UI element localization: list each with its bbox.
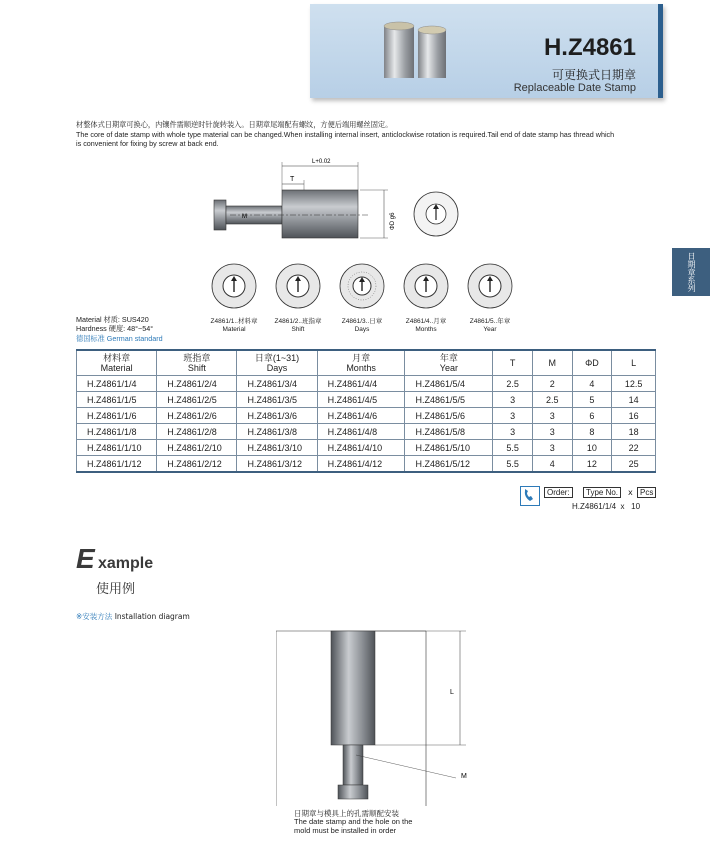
col-header-m: M	[532, 350, 572, 376]
table-cell: 3	[532, 440, 572, 456]
example-title: xample	[98, 555, 154, 572]
col-header-shift: 班指章 Shift	[157, 350, 237, 376]
table-cell: H.Z4861/3/5	[237, 392, 317, 408]
product-code: H.Z4861	[543, 34, 636, 61]
header-banner	[310, 4, 663, 98]
table-cell: 6	[572, 408, 612, 424]
table-cell: H.Z4861/4/10	[317, 440, 405, 456]
table-cell: H.Z4861/2/6	[157, 408, 237, 424]
phone-icon	[520, 486, 540, 506]
table-cell: 4	[532, 456, 572, 473]
spec-standard: 德国标准 German standard	[76, 334, 163, 343]
table-cell: 3	[532, 408, 572, 424]
col-header-t: T	[493, 350, 533, 376]
table-cell: H.Z4861/4/6	[317, 408, 405, 424]
table-cell: H.Z4861/3/8	[237, 424, 317, 440]
table-cell: 3	[493, 392, 533, 408]
table-cell: H.Z4861/5/4	[405, 376, 493, 392]
pcs-label: Pcs	[637, 487, 656, 498]
installation-title: ※安装方法 Installation diagram	[76, 612, 190, 621]
col-header-months: 月章 Months	[317, 350, 405, 376]
table-cell: 4	[572, 376, 612, 392]
table-cell: H.Z4861/5/10	[405, 440, 493, 456]
table-cell: 14	[612, 392, 656, 408]
table-cell: H.Z4861/3/4	[237, 376, 317, 392]
table-cell: H.Z4861/3/12	[237, 456, 317, 473]
dim-l-label: L+0.02	[312, 159, 331, 165]
table-cell: H.Z4861/1/10	[77, 440, 157, 456]
col-header-material: 材料章 Material	[77, 350, 157, 376]
product-photo	[380, 18, 460, 82]
dial-caption-year: Z4861/5..年章 Year	[469, 318, 511, 333]
table-cell: 5.5	[493, 440, 533, 456]
table-cell: 3	[493, 424, 533, 440]
table-cell: 2	[532, 376, 572, 392]
table-cell: H.Z4861/4/4	[317, 376, 405, 392]
table-cell: H.Z4861/2/12	[157, 456, 237, 473]
table-row	[77, 424, 656, 440]
order-example: H.Z4861/1/4 x 10	[572, 502, 641, 511]
table-cell: H.Z4861/3/6	[237, 408, 317, 424]
dial-year-icon	[468, 264, 512, 308]
times-sign: x	[628, 488, 633, 497]
table-cell: H.Z4861/4/5	[317, 392, 405, 408]
table-cell: H.Z4861/2/5	[157, 392, 237, 408]
table-cell: 5.5	[493, 456, 533, 473]
table-cell: H.Z4861/5/12	[405, 456, 493, 473]
description-en-line2: is convenient for fixing by screw at back end.	[76, 139, 219, 148]
table-cell: 10	[572, 440, 612, 456]
table-cell: H.Z4861/2/8	[157, 424, 237, 440]
note-en-line2: mold must be installed in order	[294, 826, 397, 835]
spec-hardness: Hardness 硬度: 48°~54°	[76, 324, 154, 333]
table-row	[77, 440, 656, 456]
table-cell: H.Z4861/2/4	[157, 376, 237, 392]
description-cn: 材整体式日期章可换心，内镶件需顺逆时针旋转装入。日期章尾端配有螺纹，方便后端用螺丝固定。	[76, 120, 393, 129]
dial-caption-days: Z4861/3..日章 Days	[341, 318, 383, 333]
dial-months-icon	[404, 264, 448, 308]
col-header-l: L	[612, 350, 656, 376]
example-dim-l: L	[450, 689, 454, 696]
table-cell: 16	[612, 408, 656, 424]
col-header-d: ΦD	[572, 350, 612, 376]
table-cell: H.Z4861/1/5	[77, 392, 157, 408]
table-cell: H.Z4861/4/8	[317, 424, 405, 440]
side-category-tab[interactable]: 日期章系列	[672, 248, 710, 296]
table-header-row	[77, 350, 656, 376]
table-cell: 3	[532, 424, 572, 440]
table-cell: 5	[572, 392, 612, 408]
table-row	[77, 456, 656, 473]
table-row	[77, 392, 656, 408]
table-cell: 8	[572, 424, 612, 440]
dim-t-label: T	[290, 176, 295, 183]
col-header-days: 日章(1~31) Days	[237, 350, 317, 376]
table-cell: 22	[612, 440, 656, 456]
example-dim-m: M	[461, 773, 467, 780]
dial-caption-months: Z4861/4..月章 Months	[405, 318, 447, 333]
dial-material-icon	[212, 264, 256, 308]
col-header-year: 年章 Year	[405, 350, 493, 376]
table-cell: 12	[572, 456, 612, 473]
table-cell: 2.5	[532, 392, 572, 408]
table-cell: H.Z4861/5/5	[405, 392, 493, 408]
table-row	[77, 408, 656, 424]
dial-shift-icon	[276, 264, 320, 308]
table-cell: 12.5	[612, 376, 656, 392]
table-cell: H.Z4861/1/12	[77, 456, 157, 473]
technical-drawing	[200, 152, 470, 247]
note-cn: 日期章与模具上的孔需顺配安装	[294, 809, 399, 818]
installation-diagram	[276, 628, 496, 808]
dim-d-label: ΦD g6	[390, 212, 396, 230]
table-cell: H.Z4861/4/12	[317, 456, 405, 473]
dim-m-label: M	[242, 214, 247, 220]
description-en-line1: The core of date stamp with whole type material can be changed.When installing internal insert, anticlockwise rotation is required.Tail end of date stamp has thread which	[76, 130, 615, 139]
table-cell: 18	[612, 424, 656, 440]
table-cell: 2.5	[493, 376, 533, 392]
table-cell: H.Z4861/1/6	[77, 408, 157, 424]
table-cell: H.Z4861/2/10	[157, 440, 237, 456]
table-row	[77, 376, 656, 392]
dial-caption-shift: Z4861/2..班指章 Shift	[274, 318, 322, 333]
type-no-label: Type No.	[583, 487, 621, 498]
dial-caption-material: Z4861/1..材料章 Material	[210, 318, 258, 333]
table-cell: 3	[493, 408, 533, 424]
dial-row	[206, 258, 536, 320]
spec-table	[76, 349, 656, 473]
table-cell: H.Z4861/1/8	[77, 424, 157, 440]
note-en-line1: The date stamp and the hole on the	[294, 817, 413, 826]
dial-days-icon	[340, 264, 384, 308]
product-name-cn: 可更换式日期章	[551, 68, 636, 82]
example-title-cn: 使用例	[96, 582, 136, 597]
table-cell: H.Z4861/5/6	[405, 408, 493, 424]
example-initial: E	[76, 543, 95, 574]
spec-material: Material 材质: SUS420	[76, 315, 149, 324]
table-cell: 25	[612, 456, 656, 473]
table-cell: H.Z4861/5/8	[405, 424, 493, 440]
order-label: Order:	[544, 487, 573, 498]
product-name-en: Replaceable Date Stamp	[513, 82, 636, 94]
table-cell: H.Z4861/3/10	[237, 440, 317, 456]
table-cell: H.Z4861/1/4	[77, 376, 157, 392]
